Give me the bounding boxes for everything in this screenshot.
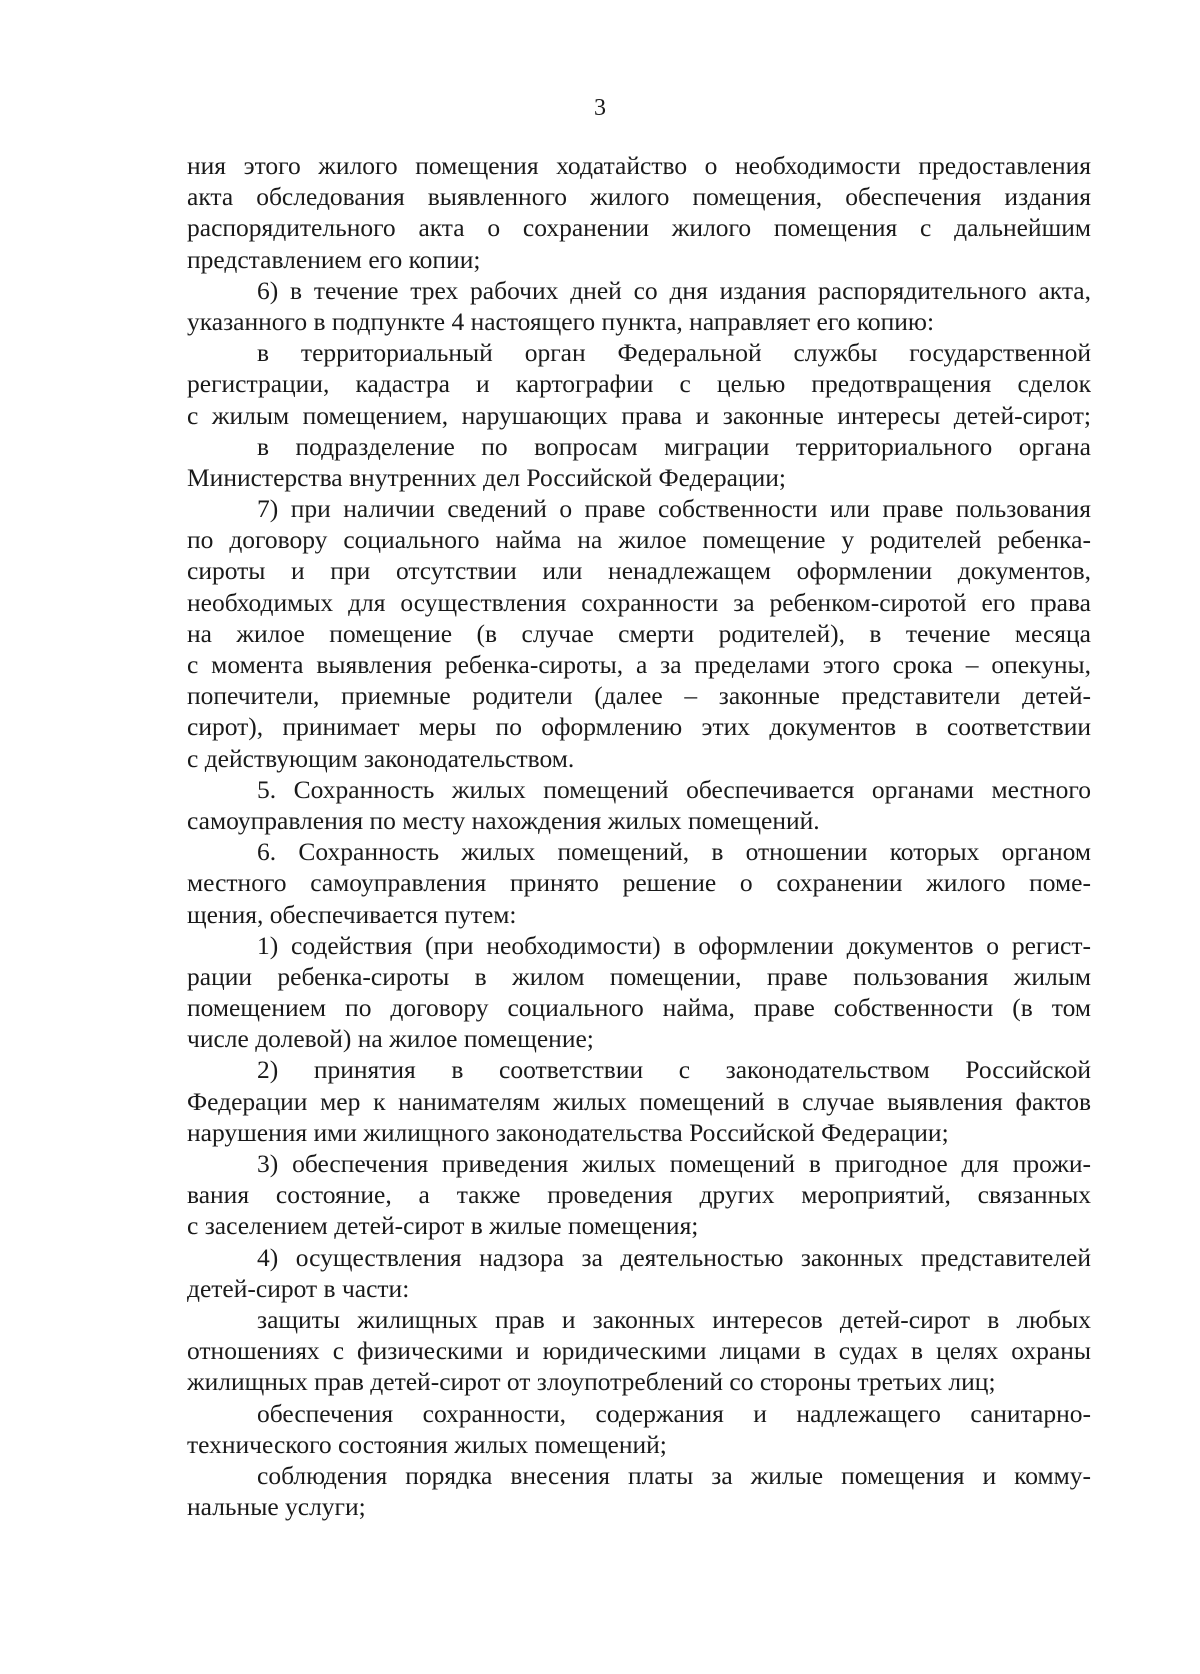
text-line: распорядительного акта о сохранении жилого помещения с дальнейшим <box>187 213 1091 243</box>
document-body <box>187 150 1091 1522</box>
text-line: нальные услуги; <box>187 1492 366 1522</box>
text-line: Федерации мер к нанимателям жилых помещений в случае выявления фактов <box>187 1086 1091 1116</box>
text-line: щения, обеспечивается путем: <box>187 899 517 929</box>
text-line: попечители, приемные родители (далее – законные представители детей- <box>187 681 1091 711</box>
text-line: жилищных прав детей-сирот от злоупотреблений со стороны третьих лиц; <box>187 1367 996 1397</box>
text-line: ния этого жилого помещения ходатайство о необходимости предоставления <box>187 151 1091 180</box>
text-line: с момента выявления ребенка-сироты, а за пределами этого срока – опекуны, <box>187 650 1091 679</box>
text-line: 5. Сохранность жилых помещений обеспечивается органами местного <box>257 774 1091 804</box>
text-line: детей-сирот в части: <box>187 1273 410 1303</box>
text-line: с жилым помещением, нарушающих права и законные интересы детей-сирот; <box>187 400 1091 430</box>
text-line: числе долевой) на жилое помещение; <box>187 1024 594 1054</box>
text-line: представлением его копии; <box>187 244 481 274</box>
text-line: нарушения ими жилищного законодательства Российской Федерации; <box>187 1117 949 1147</box>
text-line: в территориальный орган Федеральной службы государственной <box>257 338 1091 368</box>
page-number: 3 <box>594 95 606 121</box>
text-line: вания состояние, а также проведения других мероприятий, связанных <box>187 1180 1091 1210</box>
text-line: в подразделение по вопросам миграции территориального органа <box>257 431 1091 461</box>
text-line: соблюдения порядка внесения платы за жилые помещения и комму- <box>257 1460 1091 1490</box>
text-line: помещением по договору социального найма, праве собственности (в том <box>187 993 1091 1023</box>
text-line: 1) содействия (при необходимости) в оформлении документов о регист- <box>257 930 1091 960</box>
text-line: 7) при наличии сведений о праве собственности или праве пользования <box>257 494 1091 524</box>
text-line: регистрации, кадастра и картографии с целью предотвращения сделок <box>187 369 1091 399</box>
text-line: 6. Сохранность жилых помещений, в отношении которых органом <box>257 837 1091 867</box>
text-line: 4) осуществления надзора за деятельностью законных представителей <box>257 1242 1091 1272</box>
text-line: указанного в подпункте 4 настоящего пункта, направляет его копию: <box>187 306 935 336</box>
text-line: с действующим законодательством. <box>187 743 575 773</box>
text-line: самоуправления по месту нахождения жилых помещений. <box>187 805 820 835</box>
text-line: 6) в течение трех рабочих дней со дня издания распорядительного акта, <box>257 275 1091 305</box>
text-line: 2) принятия в соответствии с законодательством Российской <box>257 1055 1091 1085</box>
text-line: технического состояния жилых помещений; <box>187 1429 667 1459</box>
text-line: рации ребенка-сироты в жилом помещении, праве пользования жилым <box>187 961 1091 991</box>
text-line: необходимых для осуществления сохранности за ребенком-сиротой его права <box>187 587 1091 617</box>
text-line: защиты жилищных прав и законных интересов детей-сирот в любых <box>257 1304 1091 1334</box>
text-line: сирот), принимает меры по оформлению этих документов в соответствии <box>187 712 1091 742</box>
text-line: Министерства внутренних дел Российской Федерации; <box>187 462 786 492</box>
text-line: на жилое помещение (в случае смерти родителей), в течение месяца <box>187 618 1091 648</box>
text-line: с заселением детей-сирот в жилые помещения; <box>187 1211 699 1241</box>
text-line: акта обследования выявленного жилого помещения, обеспечения издания <box>187 182 1091 212</box>
text-line: отношениях с физическими и юридическими лицами в судах в целях охраны <box>187 1336 1091 1366</box>
text-line: местного самоуправления принято решение о сохранении жилого поме- <box>187 868 1091 898</box>
text-line: по договору социального найма на жилое помещение у родителей ребенка- <box>187 525 1091 555</box>
text-line: 3) обеспечения приведения жилых помещений в пригодное для прожи- <box>257 1149 1091 1178</box>
text-line: обеспечения сохранности, содержания и надлежащего санитарно- <box>257 1398 1091 1428</box>
text-line: сироты и при отсутствии или ненадлежащем оформлении документов, <box>187 556 1091 586</box>
